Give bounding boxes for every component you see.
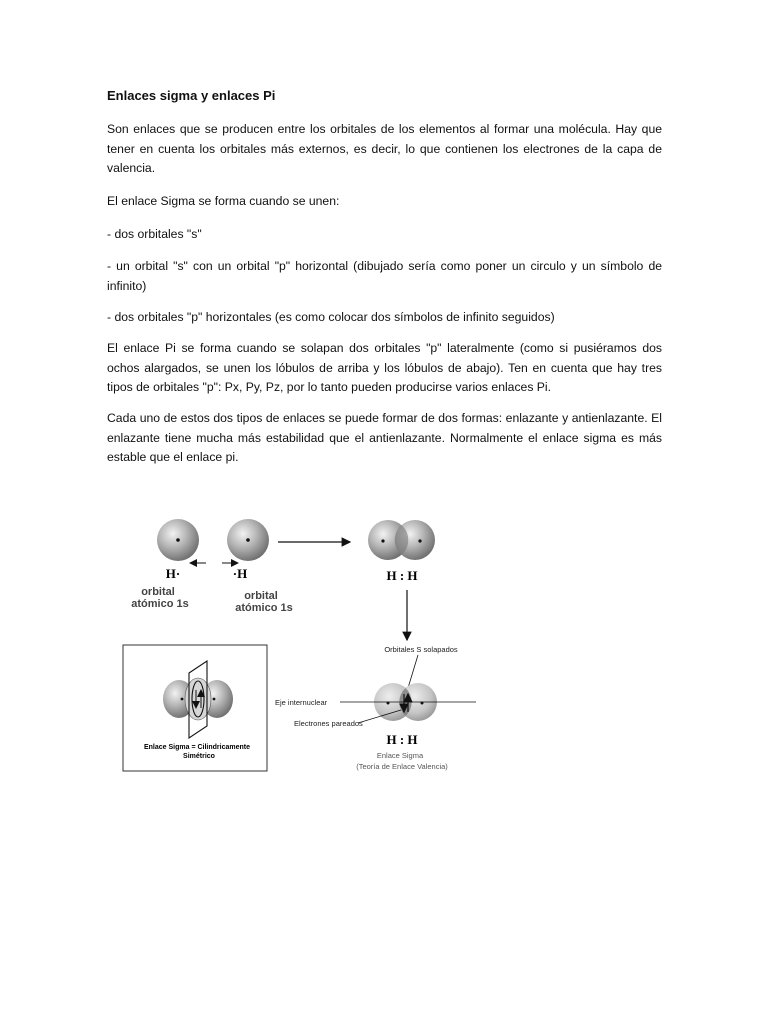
overlapped-atoms-top [368,520,435,560]
paragraph-pi: El enlace Pi se forma cuando se solapan dos orbitales "p" lateralmente (como si pusiéramos dos ochos alargados, se unen los lóbulos de arriba y los lóbulos de abajo). Ten en cuenta que hay tres tipos de orbitales "p": Px, Py, Pz, por lo tanto pueden producirse varios enlaces Pi. [107,341,662,395]
paragraph-forms: Cada uno de estos dos tipos de enlaces se puede formar de dos formas: enlazante y antienlazante. El enlazante tiene mucha más estabilidad que el antienlazante. Normalmente el enlace sigma es más estable que el enlace pi. [107,411,662,465]
eje-internuclear-label: Eje internuclear [275,698,328,707]
hh-bottom-label: H : H [386,732,418,747]
orbitales-solapados-label: Orbitales S solapados [384,645,458,654]
page-title: Enlaces sigma y enlaces Pi [107,88,276,103]
h-right-label: ·H [232,566,248,581]
teoria-label: (Teoría de Enlace Valencia) [356,762,448,771]
h-left-label: H· [165,566,181,581]
orbital-left-label-1: orbital [141,586,175,598]
enlace-sigma-label: Enlace Sigma [376,751,424,760]
electrones-pareados-label: Electrones pareados [294,719,363,728]
box-caption-line1: Enlace Sigma = Cilindricamente [143,744,251,751]
paragraph-sigma-intro: El enlace Sigma se forma cuando se unen: [107,194,340,208]
list-item-s-p: - un orbital "s" con un orbital "p" horizontal (dibujado sería como poner un circulo y un símbolo de infinito) [107,259,662,293]
paragraph-intro: Son enlaces que se producen entre los orbitales de los elementos al formar una molécula. Hay que tener en cuenta los orbitales más externos, es decir, lo que contienen los electrones de la capa de valencia. [107,122,662,176]
list-item-p-p: - dos orbitales "p" horizontales (es como colocar dos símbolos de infinito seguidos) [107,310,555,324]
orbital-right-label-1: orbital [244,590,278,602]
sigma-bond-figure [118,512,480,778]
h-atom-right [227,519,269,561]
hh-top-label: H : H [386,568,418,583]
orbital-left-label-2: atómico 1s [131,598,189,610]
orbital-right-label-2: atómico 1s [235,602,293,614]
list-item-s-s: - dos orbitales "s" [107,227,202,241]
solapados-pointer [408,655,418,688]
h-atom-left [157,519,199,561]
box-caption-line2: Simétrico [183,753,215,760]
